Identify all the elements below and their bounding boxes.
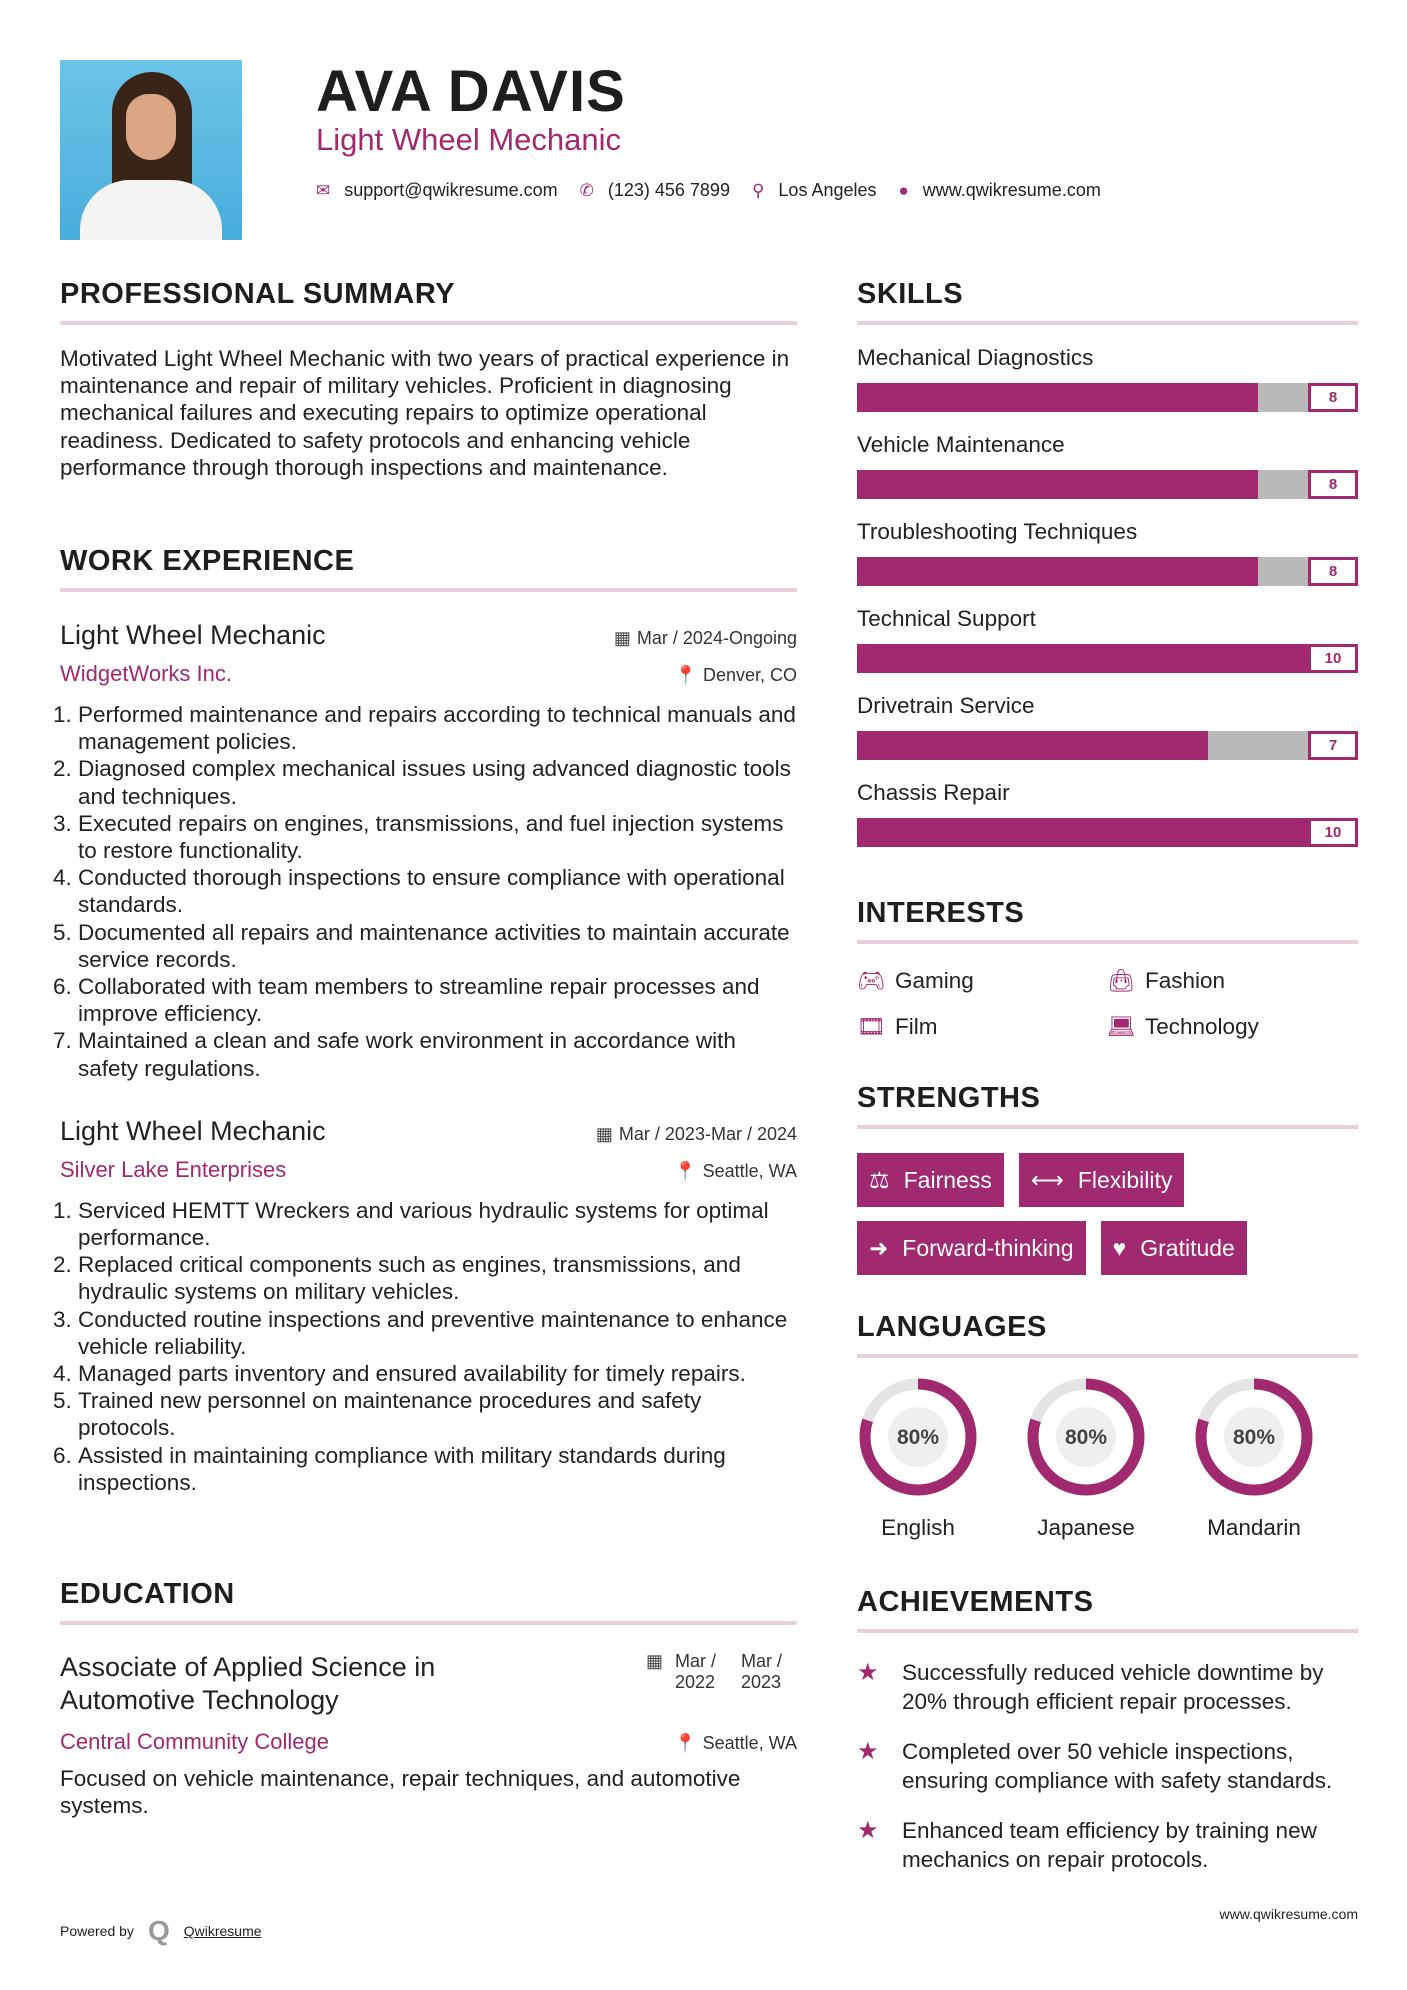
- strength-badge: [1019, 1153, 1185, 1207]
- language-name: Japanese: [1037, 1515, 1135, 1540]
- skills-section: [857, 278, 1358, 847]
- education-section: [60, 1578, 797, 1819]
- skill-name: Troubleshooting Techniques: [857, 519, 1138, 544]
- film-icon: 🎞︎: [857, 1014, 886, 1039]
- language-name: Mandarin: [1207, 1515, 1301, 1540]
- language-level: 80%: [1232, 1426, 1276, 1449]
- achievement-text: Enhanced team efficiency by training new mechanics on repair protocols.: [902, 1818, 1317, 1872]
- arrows-h-icon: ⟷: [1030, 1166, 1064, 1193]
- profile-photo: [60, 60, 242, 240]
- job-bullet: 4. Conducted thorough inspections to ensure compliance with operational standards.: [78, 864, 797, 918]
- skill-item: [857, 606, 1358, 673]
- calendar-icon: ▦: [645, 1651, 663, 1671]
- strength-label: Fairness: [903, 1166, 992, 1193]
- school-name: Central Community College: [60, 1729, 329, 1754]
- language-level: 80%: [896, 1426, 940, 1449]
- skill-bar-fill: [857, 470, 1258, 499]
- edu-description: Focused on vehicle maintenance, repair techniques, and automotive systems.: [60, 1766, 741, 1819]
- phone-icon: ✆: [579, 180, 594, 200]
- star-icon: ★: [857, 1817, 879, 1844]
- job-location: Seattle, WA: [702, 1160, 797, 1181]
- skill-value: 8: [1308, 557, 1358, 586]
- language-item: [1025, 1376, 1147, 1541]
- company-name: WidgetWorks Inc.: [60, 661, 232, 686]
- language-name: English: [881, 1515, 955, 1540]
- section-heading: ACHIEVEMENTS: [857, 1586, 1358, 1633]
- skill-value: 8: [1308, 470, 1358, 499]
- skill-name: Chassis Repair: [857, 780, 1010, 805]
- skill-name: Drivetrain Service: [857, 693, 1035, 718]
- skill-bar-fill: [857, 557, 1258, 586]
- brand-link[interactable]: Qwikresume: [183, 1923, 262, 1939]
- skill-item: [857, 519, 1358, 586]
- section-heading: SKILLS: [857, 278, 1358, 325]
- languages-section: [857, 1311, 1358, 1541]
- interest-label: Film: [895, 1014, 938, 1039]
- strength-label: Forward-thinking: [902, 1234, 1074, 1261]
- arrow-right-icon: ➜: [869, 1234, 889, 1261]
- achievements-section: [857, 1586, 1358, 1874]
- job-dates: Mar / 2024-Ongoing: [636, 628, 797, 648]
- section-heading: PROFESSIONAL SUMMARY: [60, 278, 797, 325]
- strength-badge: [1101, 1221, 1247, 1275]
- phone-text: (123) 456 7899: [607, 180, 730, 200]
- job-bullet: 7. Maintained a clean and safe work environment in accordance with safety regulations.: [78, 1027, 797, 1081]
- interest-label: Technology: [1145, 1014, 1259, 1039]
- edu-end-date: Mar / 2023: [741, 1651, 783, 1692]
- skill-item: [857, 693, 1358, 760]
- interest-item: [1107, 1014, 1357, 1040]
- job-bullet: 1. Performed maintenance and repairs according to technical manuals and management policies.: [78, 701, 797, 755]
- degree-title: Associate of Applied Science in Automotive Technology: [60, 1652, 436, 1715]
- language-ring: [1193, 1376, 1315, 1498]
- job-bullet: 3. Conducted routine inspections and preventive maintenance to enhance vehicle reliability.: [78, 1306, 797, 1360]
- interest-label: Gaming: [895, 968, 974, 993]
- globe-icon: ●: [898, 180, 909, 200]
- skill-value: 8: [1308, 383, 1358, 412]
- interest-label: Fashion: [1145, 968, 1226, 993]
- job-bullet: 5. Documented all repairs and maintenance activities to maintain accurate service records.: [78, 919, 797, 973]
- calendar-icon: ▦: [613, 628, 631, 648]
- skill-bar: [857, 731, 1358, 760]
- job-bullet: 6. Assisted in maintaining compliance with military standards during inspections.: [78, 1442, 797, 1496]
- skill-bar: [857, 470, 1358, 499]
- language-item: [857, 1376, 979, 1541]
- website-link[interactable]: www.qwikresume.com: [922, 180, 1101, 200]
- job-title: Light Wheel Mechanic: [60, 1115, 326, 1146]
- gamepad-icon: 🎮︎: [857, 968, 886, 993]
- skill-name: Mechanical Diagnostics: [857, 345, 1094, 370]
- laptop-icon: 💻︎: [1107, 1014, 1136, 1039]
- shopping-bag-icon: 👜︎: [1107, 968, 1136, 993]
- language-ring: [857, 1376, 979, 1498]
- skill-item: [857, 345, 1358, 412]
- map-marker-icon: ⚲: [751, 180, 765, 200]
- strengths-section: [857, 1082, 1358, 1275]
- language-ring: [1025, 1376, 1147, 1498]
- pin-icon: 📍: [674, 1733, 697, 1753]
- qwikresume-logo-icon: Q: [147, 1915, 170, 1946]
- section-heading: WORK EXPERIENCE: [60, 545, 797, 592]
- job-bullet: 5. Trained new personnel on maintenance procedures and safety protocols.: [78, 1387, 797, 1441]
- experience-section: [60, 545, 797, 1496]
- footer-powered: [60, 1915, 262, 1947]
- interest-item: [1107, 968, 1357, 994]
- strength-label: Flexibility: [1077, 1166, 1173, 1193]
- star-icon: ★: [857, 1659, 879, 1686]
- powered-by-label: Powered by: [60, 1923, 134, 1939]
- summary-section: [60, 278, 797, 481]
- star-icon: ★: [857, 1738, 879, 1765]
- balance-scale-icon: ⚖: [869, 1166, 890, 1193]
- envelope-icon: ✉: [316, 180, 331, 200]
- section-heading: STRENGTHS: [857, 1082, 1358, 1129]
- job-bullet: 1. Serviced HEMTT Wreckers and various hydraulic systems for optimal performance.: [78, 1197, 797, 1251]
- contact-bar: [316, 180, 1123, 201]
- skill-value: 10: [1308, 818, 1358, 847]
- job-entry: [60, 1116, 797, 1496]
- skill-bar-fill: [857, 383, 1258, 412]
- section-heading: EDUCATION: [60, 1578, 797, 1625]
- edu-start-date: Mar / 2022: [675, 1651, 717, 1692]
- candidate-name: AVA DAVIS: [316, 59, 626, 124]
- skill-bar: [857, 383, 1358, 412]
- language-level: 80%: [1064, 1426, 1108, 1449]
- edu-location: Seattle, WA: [702, 1733, 797, 1753]
- summary-text: Motivated Light Wheel Mechanic with two years of practical experience in maintenance and repair of military vehicles. Proficient in diagnosing mechanical failures and executing repairs to optimize operational readiness. Dedicated to safety protocols and enhancing vehicle performance through thorough inspections and maintenance.: [60, 346, 790, 480]
- job-title: Light Wheel Mechanic: [60, 620, 326, 650]
- skill-item: [857, 432, 1358, 499]
- email-link[interactable]: support@qwikresume.com: [344, 180, 558, 200]
- section-heading: INTERESTS: [857, 897, 1358, 944]
- job-bullet: 2. Replaced critical components such as engines, transmissions, and hydraulic systems on military vehicles.: [78, 1251, 797, 1305]
- achievement-item: [857, 1817, 1358, 1874]
- job-bullet: 2. Diagnosed complex mechanical issues using advanced diagnostic tools and techniques.: [78, 755, 797, 809]
- achievement-text: Completed over 50 vehicle inspections, ensuring compliance with safety standards.: [902, 1739, 1333, 1793]
- interest-item: [857, 1014, 1107, 1040]
- skill-item: [857, 780, 1358, 847]
- language-item: [1193, 1376, 1315, 1541]
- footer-website[interactable]: www.qwikresume.com: [1219, 1906, 1358, 1922]
- achievement-item: [857, 1738, 1358, 1795]
- skill-bar-fill: [857, 644, 1358, 673]
- job-dates: Mar / 2023-Mar / 2024: [618, 1123, 797, 1144]
- skill-bar-fill: [857, 731, 1208, 760]
- pin-icon: 📍: [674, 1160, 697, 1181]
- skill-bar: [857, 818, 1358, 847]
- candidate-title: Light Wheel Mechanic: [316, 122, 621, 157]
- interests-section: [857, 897, 1358, 1040]
- interest-item: [857, 968, 1107, 994]
- location-text: Los Angeles: [778, 180, 877, 200]
- company-name: Silver Lake Enterprises: [60, 1156, 287, 1182]
- section-heading: LANGUAGES: [857, 1311, 1358, 1358]
- skill-name: Vehicle Maintenance: [857, 432, 1065, 457]
- skill-value: 7: [1308, 731, 1358, 760]
- job-location: Denver, CO: [702, 665, 797, 685]
- achievement-item: [857, 1659, 1358, 1716]
- achievement-text: Successfully reduced vehicle downtime by 20% through efficient repair processes.: [902, 1660, 1324, 1714]
- strength-badge: [857, 1221, 1086, 1275]
- job-bullet: 6. Collaborated with team members to streamline repair processes and improve efficiency.: [78, 973, 797, 1027]
- skill-name: Technical Support: [857, 606, 1036, 631]
- skill-bar: [857, 557, 1358, 586]
- skill-value: 10: [1308, 644, 1358, 673]
- strength-badge: [857, 1153, 1004, 1207]
- calendar-icon: ▦: [595, 1123, 613, 1144]
- skill-bar: [857, 644, 1358, 673]
- strength-label: Gratitude: [1140, 1234, 1235, 1261]
- job-entry: [60, 620, 797, 1082]
- heart-icon: ♥: [1112, 1234, 1127, 1261]
- job-bullet: 4. Managed parts inventory and ensured availability for timely repairs.: [78, 1360, 797, 1387]
- job-bullet: 3. Executed repairs on engines, transmissions, and fuel injection systems to restore functionality.: [78, 810, 797, 864]
- pin-icon: 📍: [674, 665, 697, 685]
- skill-bar-fill: [857, 818, 1358, 847]
